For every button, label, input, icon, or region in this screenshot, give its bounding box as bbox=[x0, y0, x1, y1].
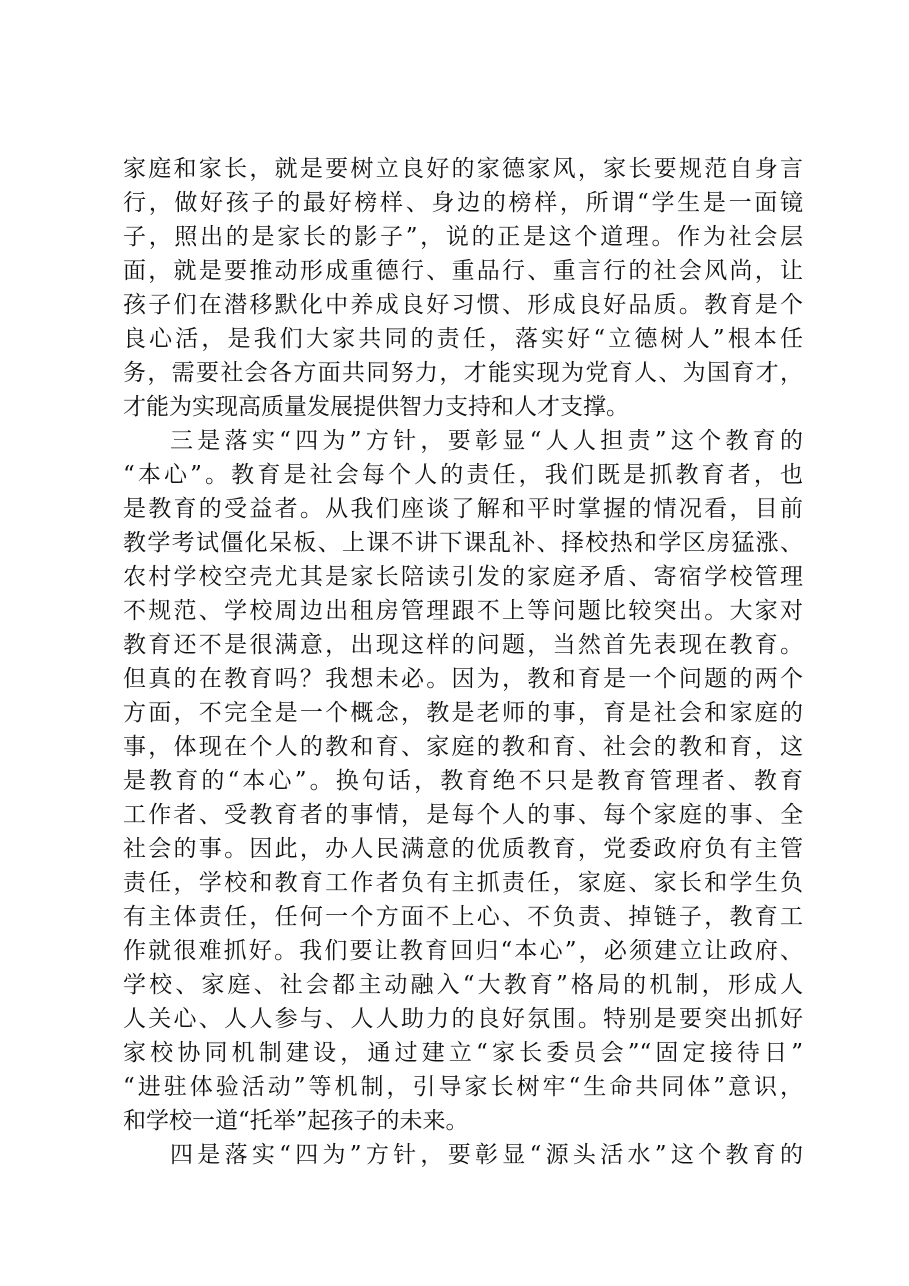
text-line: 是教育的“本心”。换句话，教育绝不只是教育管理者、教育 bbox=[123, 768, 803, 794]
text-line: 责任，学校和教育工作者负有主抓责任，家庭、家长和学生负 bbox=[123, 870, 803, 896]
text-line: 是教育的受益者。从我们座谈了解和平时掌握的情况看，目前 bbox=[123, 496, 803, 522]
text-line: 家校协同机制建设，通过建立“家长委员会”“固定接待日” bbox=[123, 1040, 803, 1066]
text-line: “进驻体验活动”等机制，引导家长树牢“生命共同体”意识， bbox=[123, 1074, 803, 1100]
text-line: 和学校一道“托举”起孩子的未来。 bbox=[123, 1108, 469, 1134]
text-line: 社会的事。因此，办人民满意的优质教育，党委政府负有主管 bbox=[123, 836, 803, 862]
text-line: 作就很难抓好。我们要让教育回归“本心”，必须建立让政府、 bbox=[123, 938, 803, 964]
text-line: 人关心、人人参与、人人助力的良好氛围。特别是要突出抓好 bbox=[123, 1006, 803, 1032]
text-line: 农村学校空壳尤其是家长陪读引发的家庭矛盾、寄宿学校管理 bbox=[123, 564, 803, 590]
text-line: “本心”。教育是社会每个人的责任，我们既是抓教育者，也 bbox=[123, 462, 803, 488]
text-line: 子，照出的是家长的影子”，说的正是这个道理。作为社会层 bbox=[123, 224, 803, 250]
paragraph-start-line: 三是落实“四为”方针，要彰显“人人担责”这个教育的 bbox=[170, 428, 803, 454]
text-line: 不规范、学校周边出租房管理跟不上等问题比较突出。大家对 bbox=[123, 598, 803, 624]
text-line: 方面，不完全是一个概念，教是老师的事，育是社会和家庭的 bbox=[123, 700, 803, 726]
body-text bbox=[123, 152, 803, 1172]
text-line: 才能为实现高质量发展提供智力支持和人才支撑。 bbox=[123, 394, 629, 420]
text-line: 良心活，是我们大家共同的责任，落实好“立德树人”根本任 bbox=[123, 326, 803, 352]
text-line: 有主体责任，任何一个方面不上心、不负责、掉链子，教育工 bbox=[123, 904, 803, 930]
text-line: 孩子们在潜移默化中养成良好习惯、形成良好品质。教育是个 bbox=[123, 292, 803, 318]
text-line: 教学考试僵化呆板、上课不讲下课乱补、择校热和学区房猛涨、 bbox=[123, 530, 803, 556]
text-line: 家庭和家长，就是要树立良好的家德家风，家长要规范自身言 bbox=[123, 156, 803, 182]
text-line: 务，需要社会各方面共同努力，才能实现为党育人、为国育才， bbox=[123, 360, 803, 386]
text-line: 教育还不是很满意，出现这样的问题，当然首先表现在教育。 bbox=[123, 632, 803, 658]
text-line: 事，体现在个人的教和育、家庭的教和育、社会的教和育，这 bbox=[123, 734, 803, 760]
text-line: 行，做好孩子的最好榜样、身边的榜样，所谓“学生是一面镜 bbox=[123, 190, 803, 216]
text-line: 但真的在教育吗？我想未必。因为，教和育是一个问题的两个 bbox=[123, 666, 803, 692]
text-line: 学校、家庭、社会都主动融入“大教育”格局的机制，形成人 bbox=[123, 972, 803, 998]
text-line: 面，就是要推动形成重德行、重品行、重言行的社会风尚，让 bbox=[123, 258, 803, 284]
text-line: 工作者、受教育者的事情，是每个人的事、每个家庭的事、全 bbox=[123, 802, 803, 828]
paragraph-start-line: 四是落实“四为”方针，要彰显“源头活水”这个教育的 bbox=[170, 1142, 803, 1168]
